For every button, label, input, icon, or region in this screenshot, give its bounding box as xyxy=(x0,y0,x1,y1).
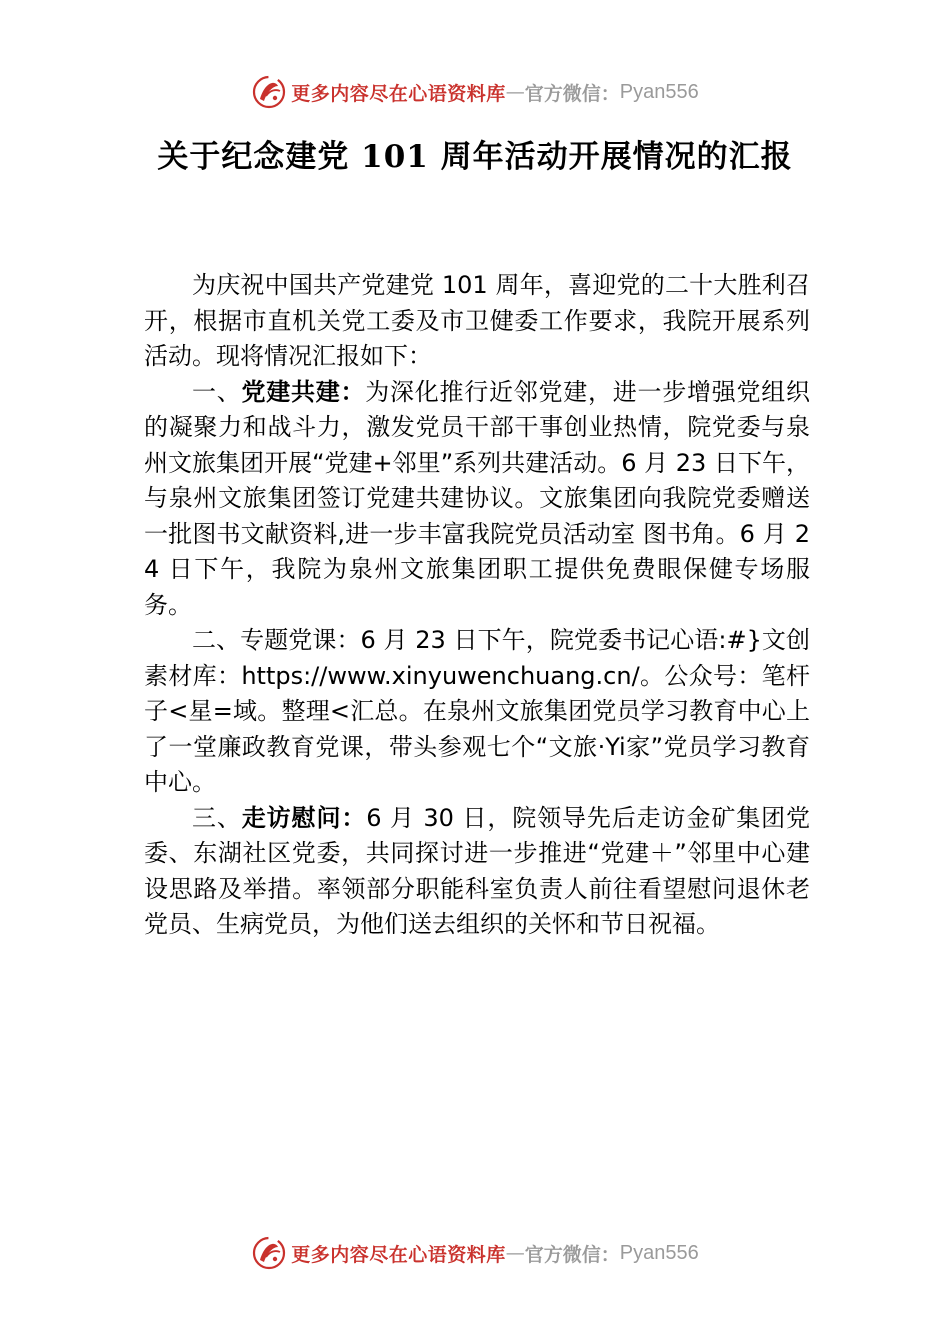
banner-wechat-id: Pyan556 xyxy=(619,80,699,103)
footer-banner xyxy=(0,1233,950,1273)
section-party-lecture: 二、专题党课：6 月 23 日下午，院党委书记心语:#}文创素材库：https://www.xinyuwenchuang.cn/。公众号：笔杆子<星=域。整理<汇总。在泉州文旅集团党员学习教育中心上了一堂廉政教育党课，带头参观七个“文旅·Yi家”党员学习教育中心。 xyxy=(144,626,810,796)
intro-paragraph: 为庆祝中国共产党建党 101 周年，喜迎党的二十大胜利召开，根据市直机关党工委及市卫健委工作要求，我院开展系列活动。现将情况汇报如下： xyxy=(144,271,810,370)
section-3-body: 6 月 30 日，院领导先后走访金矿集团党委、东湖社区党委，共同探讨进一步推进“党建＋”邻里中心建设思路及举措。率领部分职能科室负责人前往看望慰问退休老党员、生病党员，为他们送去组织的关怀和节日祝福。 xyxy=(144,803,810,938)
banner-text: 更多内容尽在心语资料库 xyxy=(291,1243,506,1266)
document-body xyxy=(144,268,810,943)
banner-separator: — xyxy=(505,81,525,103)
ink-seal-logo-icon xyxy=(251,1235,287,1271)
banner-wechat-label: 官方微信： xyxy=(524,82,620,105)
banner-wechat-id: Pyan556 xyxy=(619,1241,699,1264)
section-1-heading: 党建共建： xyxy=(241,377,366,406)
section-party-building xyxy=(144,375,810,624)
document-title: 关于纪念建党 101 周年活动开展情况的汇报 xyxy=(157,139,793,175)
banner-wechat-label: 官方微信： xyxy=(524,1243,620,1266)
section-visits xyxy=(144,801,810,943)
header-banner xyxy=(0,72,950,112)
banner-text: 更多内容尽在心语资料库 xyxy=(291,82,506,105)
section-1-number: 一、 xyxy=(192,377,242,406)
banner-separator: — xyxy=(505,1242,525,1264)
section-3-heading: 走访慰问： xyxy=(241,803,367,832)
ink-seal-logo-icon xyxy=(251,74,287,110)
section-1-body: 为深化推行近邻党建，进一步增强党组织的凝聚力和战斗力，激发党员干部干事创业热情，院党委与泉州文旅集团开展“党建+邻里”系列共建活动。6 月 23 日下午，与泉州文旅集团签订党建共建协议。文旅集团向我院党委赠送一批图书文献资料,进一步丰富我院党员活动室 图书角。6 月 24 日下午，我院为泉州文旅集团职工提供免费眼保健专场服务。 xyxy=(144,377,810,619)
section-3-number: 三、 xyxy=(192,803,242,832)
